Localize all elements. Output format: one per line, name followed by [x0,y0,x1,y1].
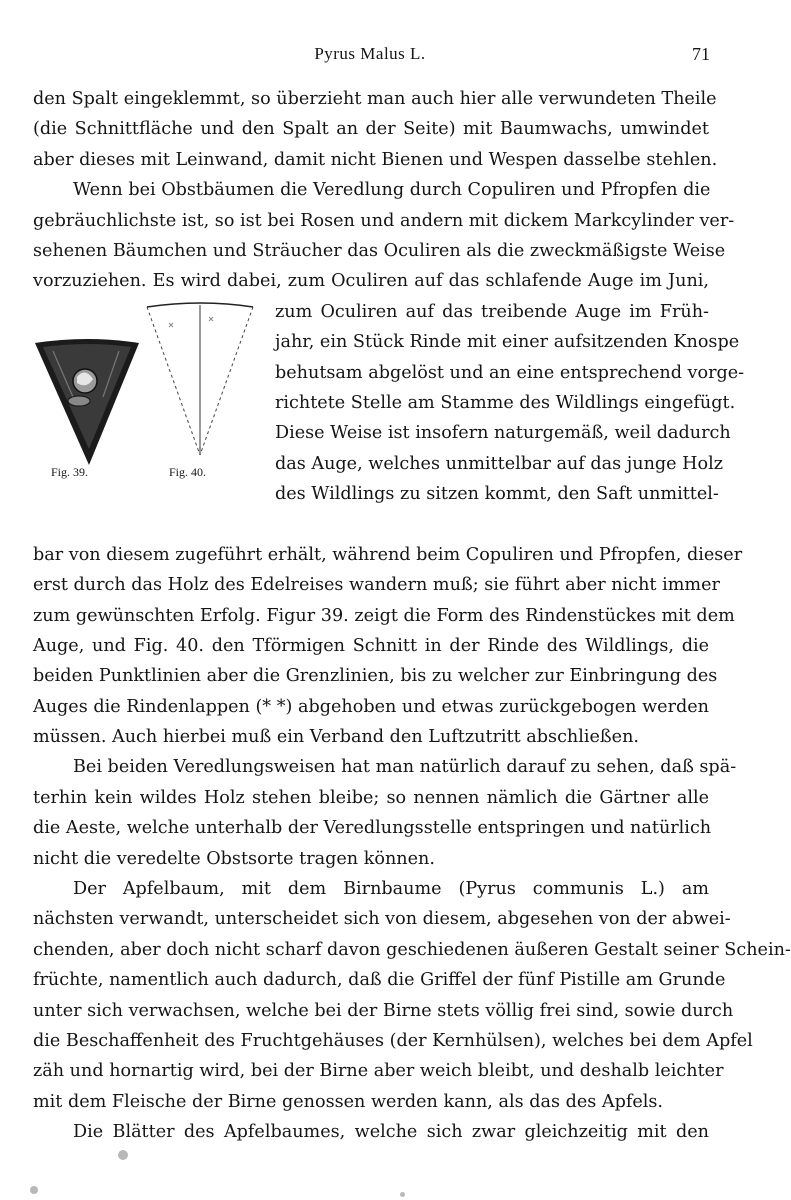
figure-wrap-block [33,297,745,540]
text-line: Bei beiden Veredlungsweisen hat man natürlich darauf zu sehen, daß spä- [73,757,737,778]
text-line: richtete Stelle am Stamme des Wildlings eingefügt. [275,392,736,413]
text-line: Auges die Rindenlappen (* *) abgehoben und etwas zurückgebogen werden [33,696,709,717]
text-line: nächsten verwandt, unterscheidet sich von diesem, abgesehen von der abwei- [33,909,731,930]
text-line: terhin kein wildes Holz stehen bleibe; so nennen nämlich die Gärtner alle [33,787,709,808]
text-line: Die Blätter des Apfelbaumes, welche sich zwar gleichzeitig mit den [73,1122,709,1143]
text-line: sehenen Bäumchen und Sträucher das Oculiren als die zweckmäßigste Weise [33,240,726,261]
text-line: behutsam abgelöst und an eine entsprechend vorge- [275,362,745,383]
text-line: den Spalt eingeklemmt, so überzieht man auch hier alle verwundeten Theile [33,89,717,109]
fig-39-bark-shield-illustration [33,337,143,469]
text-line: chenden, aber doch nicht scharf davon geschiedenen äußeren Gestalt seiner Schein- [33,939,791,960]
text-line: gebräuchlichste ist, so ist bei Rosen und andern mit dickem Markcylinder ver- [33,210,735,231]
text-line: des Wildlings zu sitzen kommt, den Saft unmittel- [275,484,719,505]
text-line: erst durch das Holz des Edelreises wandern muß; sie führt aber nicht immer [33,575,720,596]
text-line: beiden Punktlinien aber die Grenzlinien, bis zu welcher zur Einbringung des [33,666,718,687]
paragraph-oculiren [33,175,745,752]
paragraph-grafting-continuation [33,84,718,175]
text-line: das Auge, welches unmittelbar auf das junge Holz [275,453,724,474]
text-line: vorzuziehen. Es wird dabei, zum Oculiren auf das schlafende Auge im Juni, [33,271,709,292]
fig-40-caption: Fig. 40. [169,464,207,479]
text-line: müssen. Auch hierbei muß ein Verband den Luftzutritt abschließen. [33,727,640,748]
body-text [33,84,791,1148]
fig-40-t-cut-illustration [145,303,257,461]
text-line: zum gewünschten Erfolg. Figur 39. zeigt die Form des Rindenstückes mit dem [33,605,735,626]
paragraph-wild-wood [33,752,737,874]
page-number: 71 [692,44,710,64]
text-line: nicht die veredelte Obstsorte tragen können. [33,848,435,869]
figures-39-40 [33,297,261,540]
page-header [30,44,710,74]
wrapped-text-lines [275,297,745,510]
fig-39-caption: Fig. 39. [51,464,89,479]
scan-speck [30,1186,38,1194]
paragraph-apfelbaum [33,874,791,1117]
text-line: unter sich verwachsen, welche bei der Birne stets völlig frei sind, sowie durch [33,1000,734,1021]
scan-speck [118,1150,128,1160]
text-line: Diese Weise ist insofern naturgemäß, weil dadurch [275,423,731,444]
scan-speck [400,1192,405,1197]
running-title: Pyrus Malus L. [314,44,426,63]
text-line: bar von diesem zugeführt erhält, während beim Copuliren und Pfropfen, dieser [33,544,743,565]
text-line: mit dem Fleische der Birne genossen werden kann, als das des Apfels. [33,1091,664,1112]
text-line: zum Oculiren auf das treibende Auge im Früh- [275,301,709,322]
text-line: aber dieses mit Leinwand, damit nicht Bienen und Wespen dasselbe stehlen. [33,149,718,170]
text-line: Der Apfelbaum, mit dem Birnbaume (Pyrus communis L.) am [73,879,709,900]
paragraph-blaetter [33,1117,709,1147]
text-line: Wenn bei Obstbäumen die Veredlung durch Copuliren und Pfropfen die [73,180,711,201]
text-line: früchte, namentlich auch dadurch, daß die Griffel der fünf Pistille am Grunde [33,970,726,991]
text-line: jahr, ein Stück Rinde mit einer aufsitzenden Knospe [275,332,740,353]
text-line: die Beschaffenheit des Fruchtgehäuses (der Kernhülsen), welches bei dem Apfel [33,1030,753,1051]
text-line: Auge, und Fig. 40. den Tförmigen Schnitt in der Rinde des Wildlings, die [33,635,709,656]
text-line: die Aeste, welche unterhalb der Veredlungsstelle entspringen und natürlich [33,818,712,839]
text-line: zäh und hornartig wird, bei der Birne aber weich bleibt, und deshalb leichter [33,1061,724,1082]
text-line: (die Schnittfläche und den Spalt an der Seite) mit Baumwachs, umwindet [33,119,709,140]
